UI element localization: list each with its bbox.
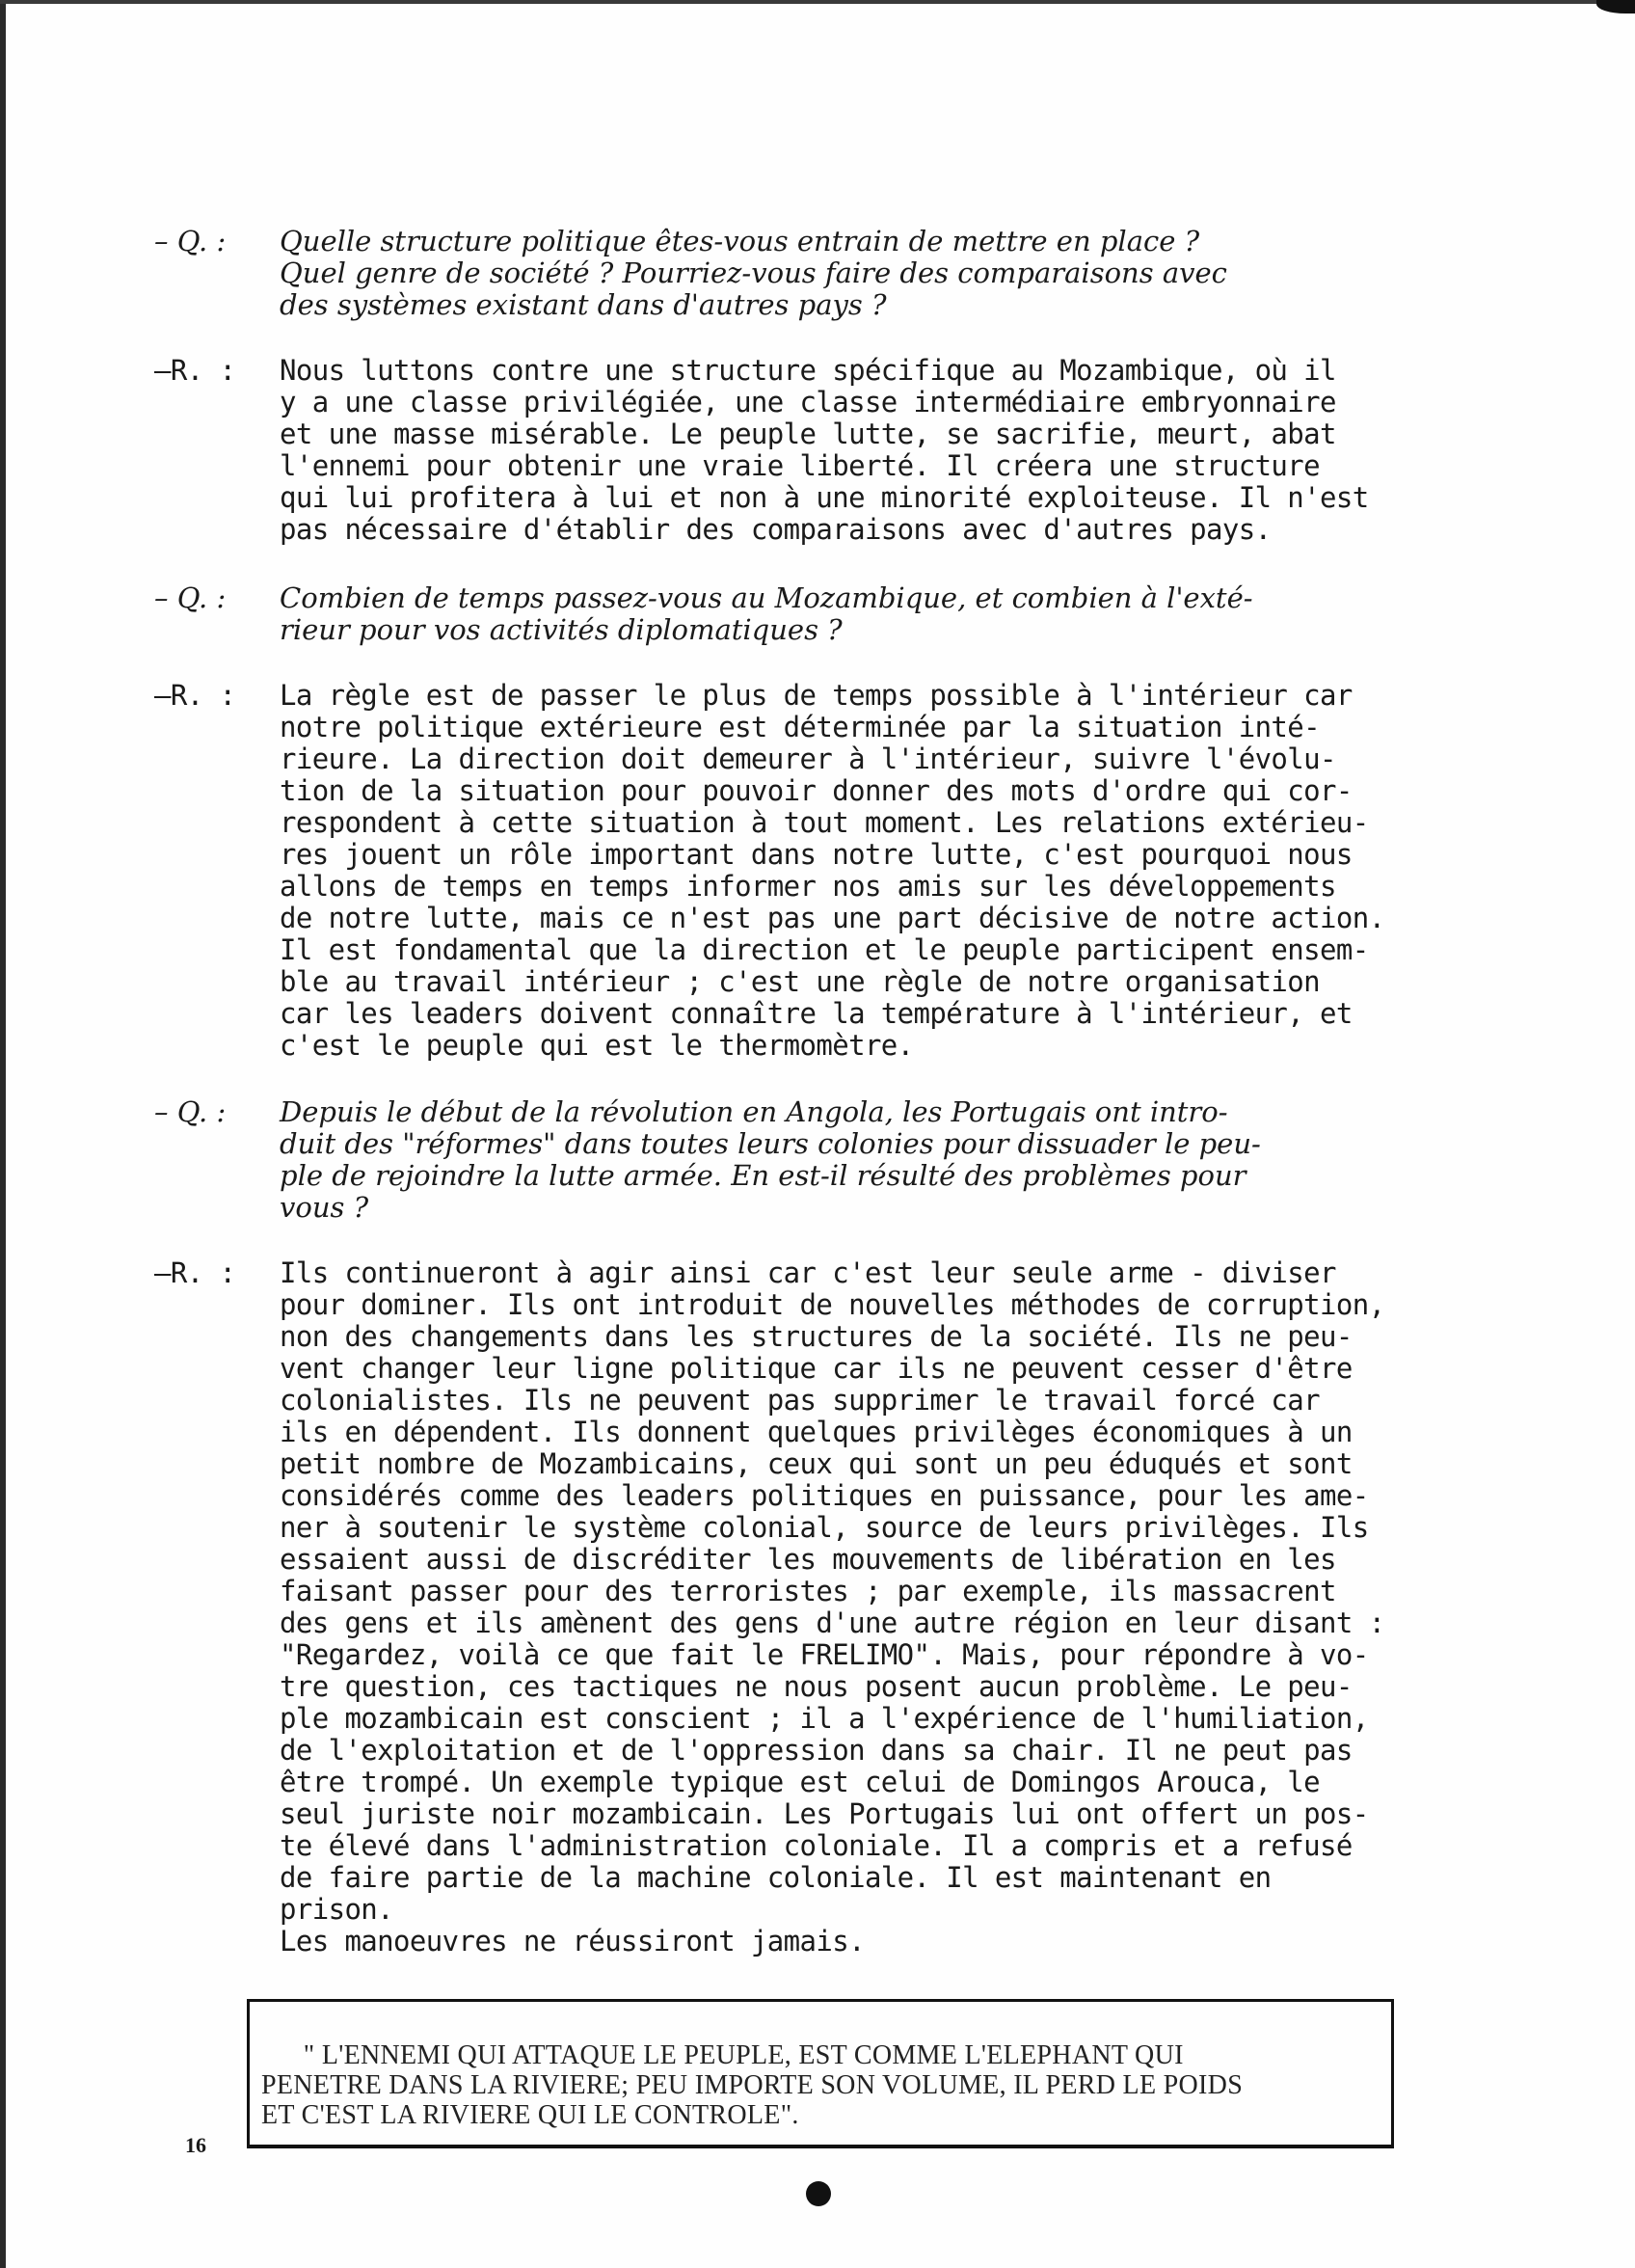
- answer-marker: –R. :: [154, 1256, 236, 1289]
- question-marker: – Q. :: [154, 581, 227, 614]
- question-1: [154, 226, 1398, 321]
- answer-3: [154, 1257, 1398, 1958]
- answer-1: [154, 355, 1398, 546]
- question-text: Quelle structure politique êtes-vous entrain de mettre en place ? Quel genre de société ? Pourriez-vous faire des comparaisons avec des systèmes existant dans d'autres pays ?: [280, 225, 1227, 321]
- scan-corner-mark: [1596, 0, 1635, 14]
- answer-text: Nous luttons contre une structure spécifique au Mozambique, où il y a une classe privilégiée, une classe intermédiaire embryonnaire et une masse misérable. Le peuple lutte, se sacrifie, meurt, abat l'ennemi pour obtenir une vraie liberté. Il créera une structure qui lui profitera à lui et non à une minorité exploiteuse. Il n'est pas nécessaire d'établir des comparaisons avec d'autres pays.: [280, 354, 1369, 546]
- answer-2: [154, 680, 1398, 1062]
- question-marker: – Q. :: [154, 1095, 227, 1128]
- answer-marker: –R. :: [154, 354, 236, 387]
- answer-text: Ils continueront à agir ainsi car c'est leur seule arme - diviser pour dominer. Ils ont introduit de nouvelles méthodes de corruption, non des changements dans les structures de la société. Ils ne peu- vent changer leur ligne politique car ils ne peuvent cesser d'être colonialistes. Ils ne peuvent pas supprimer le travail forcé car ils en dépendent. Ils donnent quelques privilèges économiques à un petit nombre de Mozambicains, ceux qui sont un peu éduqués et sont considérés comme des leaders politiques en puissance, pour les ame- ner à soutenir le système colonial, source de leurs privilèges. Ils essaient aussi de discréditer les mouvements de libération en les faisant passer pour des terroristes ; par exemple, ils massacrent des gens et ils amènent des gens d'une autre région en leur disant : "Regardez, voilà ce que fait le FRELIMO". Mais, pour répondre à vo- tre question, ces tactiques ne nous posent aucun problème. Le peu- ple mozambicain est conscient ; il a l'expérience de l'humiliation, de l'exploitation et de l'oppression dans sa chair. Il ne peut pas être trompé. Un exemple typique est celui de Domingos Arouca, le seul juriste noir mozambicain. Les Portugais lui ont offert un pos- te élevé dans l'administration coloniale. Il a compris et a refusé de faire partie de la machine coloniale. Il est maintenant en prison. Les manoeuvres ne réussiront jamais.: [280, 1256, 1385, 1958]
- question-3: [154, 1096, 1398, 1224]
- question-text: Depuis le début de la révolution en Angola, les Portugais ont intro- duit des "réformes" dans toutes leurs colonies pour dissuader le peu- ple de rejoindre la lutte armée. En est-il résulté des problèmes pour vous ?: [280, 1095, 1261, 1224]
- page-number: 16: [185, 2133, 206, 2157]
- quote-box: " L'ENNEMI QUI ATTAQUE LE PEUPLE, EST COMME L'ELEPHANT QUI PENETRE DANS LA RIVIERE; PEU IMPORTE SON VOLUME, IL PERD LE POIDS ET C'EST LA RIVIERE QUI LE CONTROLE".: [247, 1999, 1394, 2148]
- bullet-dot: [806, 2181, 831, 2206]
- answer-marker: –R. :: [154, 679, 236, 712]
- question-text: Combien de temps passez-vous au Mozambique, et combien à l'exté- rieur pour vos activités diplomatiques ?: [280, 581, 1253, 646]
- question-marker: – Q. :: [154, 225, 227, 257]
- answer-text: La règle est de passer le plus de temps possible à l'intérieur car notre politique extérieure est déterminée par la situation inté- rieure. La direction doit demeurer à l'intérieur, suivre l'évolu- tion de la situation pour pouvoir donner des mots d'ordre qui cor- respondent à cette situation à tout moment. Les relations extérieu- res jouent un rôle important dans notre lutte, c'est pourquoi nous allons de temps en temps informer nos amis sur les développements de notre lutte, mais ce n'est pas une part décisive de notre action. Il est fondamental que la direction et le peuple participent ensem- ble au travail intérieur ; c'est une règle de notre organisation car les leaders doivent connaître la température à l'intérieur, et c'est le peuple qui est le thermomètre.: [280, 679, 1385, 1062]
- scan-edge-top: [0, 0, 1635, 4]
- scan-edge-left: [0, 0, 6, 2268]
- question-2: [154, 582, 1398, 646]
